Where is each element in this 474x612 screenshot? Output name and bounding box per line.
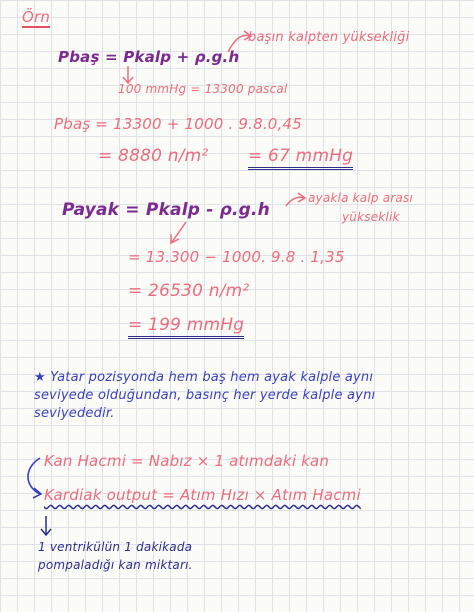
h-foot-note-line2: yükseklik — [342, 210, 400, 224]
cardiac-output-definition-line1: 1 ventrikülün 1 dakikada — [38, 540, 193, 554]
payak-result-mmhg: = 199 mmHg — [128, 315, 244, 339]
payak-substitution: = 13.300 − 1000. 9.8 . 1,35 — [128, 248, 345, 266]
h-foot-note-line1: ayakla kalp arası — [308, 191, 413, 205]
example-heading: Örn — [22, 8, 51, 26]
pbas-result-mmhg: = 67 mmHg — [248, 146, 353, 170]
blood-volume-formula: Kan Hacmi = Nabız × 1 atımdaki kan — [44, 452, 330, 470]
pbas-substitution: Pbaş = 13300 + 1000 . 9.8.0,45 — [54, 115, 302, 133]
mmhg-pascal-conversion: 100 mmHg = 13300 pascal — [118, 82, 288, 96]
supine-note-line2: seviyede olduğundan, basınç her yerde kalple aynı — [34, 388, 376, 403]
h-head-note: başın kalpten yüksekliği — [248, 30, 410, 45]
payak-formula: Payak = Pkalp - ρ.g.h — [62, 200, 270, 220]
pbas-formula: Pbaş = Pkalp + ρ.g.h — [58, 48, 240, 66]
supine-note-line3: seviyededir. — [34, 406, 115, 421]
payak-result-nm2: = 26530 n/m² — [128, 281, 250, 301]
pbas-result-nm2: = 8880 n/m² — [98, 146, 209, 166]
supine-note-line1: ★ Yatar pozisyonda hem baş hem ayak kalple aynı — [34, 370, 374, 385]
cardiac-output-definition-line2: pompaladığı kan miktarı. — [38, 558, 193, 572]
cardiac-output-text: Kardiak output = Atım Hızı × Atım Hacmi — [44, 486, 361, 504]
